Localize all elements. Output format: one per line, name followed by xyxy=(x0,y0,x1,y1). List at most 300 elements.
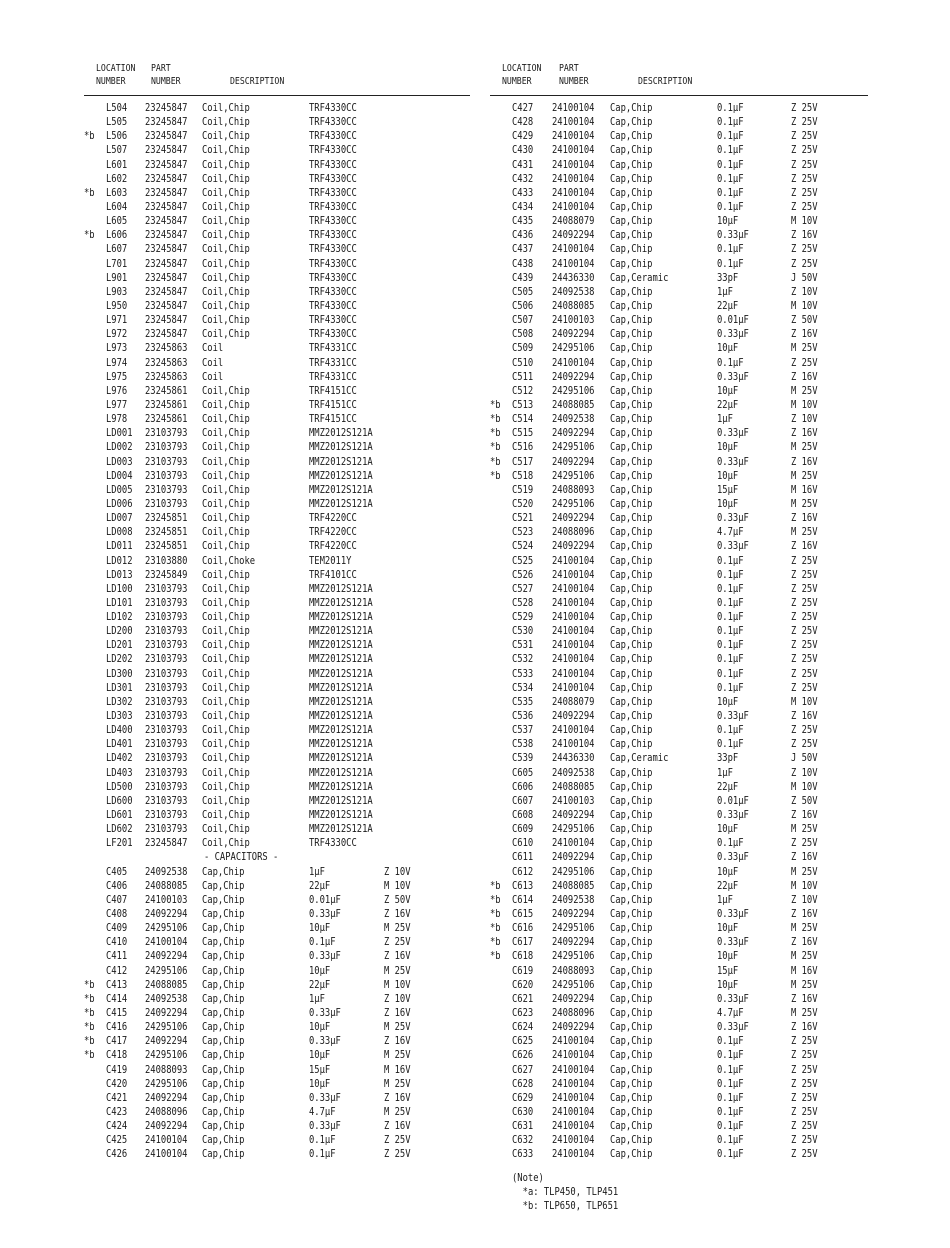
part-number-cell: 24100104 xyxy=(552,144,595,157)
value-cell: 10μF xyxy=(717,469,739,482)
part-number-cell: 24436330 xyxy=(552,752,595,765)
value-cell: 0.33μF xyxy=(717,936,749,949)
part-number-cell: 23245851 xyxy=(145,540,188,553)
location-number-cell: LD500 xyxy=(106,780,133,793)
location-number-cell: LD002 xyxy=(106,441,133,454)
value-cell: 10μF xyxy=(717,865,739,878)
description-cell: Coil,Chip xyxy=(202,794,250,807)
location-number-cell: C616 xyxy=(512,922,534,935)
description-cell: Coil,Chip xyxy=(202,540,250,553)
value-cell: 0.33μF xyxy=(309,1035,341,1048)
tolerance-rating-cell: M 10V xyxy=(791,780,818,793)
value-cell: 10μF xyxy=(717,695,739,708)
description-cell: Cap,Chip xyxy=(202,992,245,1005)
table-row xyxy=(84,808,470,822)
table-row xyxy=(84,186,470,200)
tolerance-rating-cell: Z 25V xyxy=(791,130,818,143)
value-cell: TRF4330CC xyxy=(309,130,357,143)
tolerance-rating-cell: M 10V xyxy=(791,879,818,892)
table-row xyxy=(490,638,868,652)
value-cell: 0.1μF xyxy=(717,625,744,638)
part-number-cell: 24092538 xyxy=(552,893,595,906)
part-number-cell: 24100104 xyxy=(552,1120,595,1133)
location-number-cell: C426 xyxy=(106,1148,128,1161)
location-number-cell: L603 xyxy=(106,186,128,199)
description-cell: Cap,Chip xyxy=(610,738,653,751)
description-cell: Cap,Chip xyxy=(610,1105,653,1118)
value-cell: 0.1μF xyxy=(717,667,744,680)
table-row xyxy=(84,1091,470,1105)
location-number-cell: C430 xyxy=(512,144,534,157)
description-cell: Cap,Chip xyxy=(610,639,653,652)
location-number-cell: C427 xyxy=(512,102,534,114)
table-row xyxy=(84,285,470,299)
tolerance-rating-cell: J 50V xyxy=(791,752,818,765)
description-cell: Coil,Chip xyxy=(202,823,250,836)
description-cell: Cap,Chip xyxy=(610,766,653,779)
part-number-cell: 23103793 xyxy=(145,611,188,624)
model-mark-cell: *b xyxy=(490,441,501,454)
table-row xyxy=(490,1077,868,1091)
value-cell: TRF4330CC xyxy=(309,102,357,114)
value-cell: 1μF xyxy=(717,285,733,298)
value-cell: 0.33μF xyxy=(309,908,341,921)
tolerance-rating-cell: Z 16V xyxy=(791,1021,818,1034)
value-cell: 0.1μF xyxy=(717,116,744,129)
tolerance-rating-cell: Z 25V xyxy=(791,1035,818,1048)
description-cell: Cap,Chip xyxy=(610,780,653,793)
description-cell: Coil,Chip xyxy=(202,738,250,751)
description-cell: Cap,Chip xyxy=(610,596,653,609)
location-number-cell: C615 xyxy=(512,908,534,921)
table-row xyxy=(490,1034,868,1048)
tolerance-rating-cell: Z 25V xyxy=(791,1077,818,1090)
part-number-cell: 24100104 xyxy=(552,1148,595,1161)
table-row xyxy=(490,935,868,949)
part-number-cell: 24092294 xyxy=(145,1035,188,1048)
part-number-cell: 24100104 xyxy=(552,738,595,751)
location-number-cell: L701 xyxy=(106,257,128,270)
tolerance-rating-cell: Z 16V xyxy=(791,455,818,468)
part-number-cell: 24092294 xyxy=(145,1120,188,1133)
tolerance-rating-cell: Z 16V xyxy=(791,370,818,383)
value-cell: TRF4330CC xyxy=(309,215,357,228)
location-number-cell: C632 xyxy=(512,1134,534,1147)
model-mark-cell: *b xyxy=(84,1049,95,1062)
part-number-cell: 24088079 xyxy=(552,695,595,708)
tolerance-rating-cell: Z 16V xyxy=(791,229,818,242)
description-cell: Cap,Chip xyxy=(610,455,653,468)
location-number-cell: C524 xyxy=(512,540,534,553)
value-cell: 0.1μF xyxy=(717,596,744,609)
location-number-header: LOCATION NUMBER xyxy=(96,63,136,87)
tolerance-rating-cell: Z 25V xyxy=(791,243,818,256)
part-number-cell: 24295106 xyxy=(552,950,595,963)
value-cell: MMZ2012S121A xyxy=(309,653,373,666)
location-number-cell: C511 xyxy=(512,370,534,383)
part-number-cell: 24092294 xyxy=(552,455,595,468)
part-number-cell: 24092294 xyxy=(145,1007,188,1019)
description-cell: Cap,Chip xyxy=(610,851,653,864)
part-number-cell: 23103793 xyxy=(145,766,188,779)
description-cell: Coil,Chip xyxy=(202,752,250,765)
table-row xyxy=(84,1063,470,1077)
part-number-cell: 24100104 xyxy=(552,243,595,256)
description-cell: Coil,Chip xyxy=(202,724,250,737)
value-cell: MMZ2012S121A xyxy=(309,710,373,723)
tolerance-rating-cell: Z 25V xyxy=(791,356,818,369)
part-number-cell: 24295106 xyxy=(145,1021,188,1034)
location-number-cell: C434 xyxy=(512,200,534,213)
description-cell: Coil,Chip xyxy=(202,639,250,652)
location-number-cell: C630 xyxy=(512,1105,534,1118)
table-row xyxy=(490,426,868,440)
table-row xyxy=(84,921,470,935)
description-cell: Coil,Chip xyxy=(202,625,250,638)
value-cell: 0.1μF xyxy=(717,1134,744,1147)
table-row xyxy=(84,624,470,638)
location-number-cell: C407 xyxy=(106,893,128,906)
value-cell: 0.33μF xyxy=(717,540,749,553)
table-row xyxy=(490,964,868,978)
value-cell: 4.7μF xyxy=(717,526,744,539)
note-line-b: *b: TLP650, TLP651 xyxy=(522,1200,619,1212)
part-number-cell: 24100104 xyxy=(552,116,595,129)
description-cell: Cap,Chip xyxy=(610,1063,653,1076)
model-mark-cell: *b xyxy=(490,922,501,935)
location-number-cell: C435 xyxy=(512,215,534,228)
table-row xyxy=(84,327,470,341)
part-number-cell: 24100104 xyxy=(552,554,595,567)
table-row xyxy=(490,822,868,836)
part-number-cell: 23103793 xyxy=(145,427,188,440)
tolerance-rating-cell: Z 10V xyxy=(384,992,411,1005)
table-row xyxy=(490,384,868,398)
description-cell: Coil,Chip xyxy=(202,497,250,510)
tolerance-rating-cell: Z 50V xyxy=(791,794,818,807)
tolerance-rating-cell: Z 25V xyxy=(791,102,818,114)
section-heading xyxy=(84,850,470,864)
location-number-cell: C419 xyxy=(106,1063,128,1076)
description-cell: Cap,Chip xyxy=(202,879,245,892)
location-number-cell: LD011 xyxy=(106,540,133,553)
location-number-cell: C525 xyxy=(512,554,534,567)
tolerance-rating-cell: M 16V xyxy=(384,1063,411,1076)
value-cell: 10μF xyxy=(309,1077,331,1090)
value-cell: 0.01μF xyxy=(717,314,749,327)
left-parts-table xyxy=(84,101,470,1162)
description-cell: Coil,Chip xyxy=(202,780,250,793)
part-number-cell: 24100104 xyxy=(552,681,595,694)
tolerance-rating-cell: M 10V xyxy=(791,398,818,411)
location-number-cell: C606 xyxy=(512,780,534,793)
tolerance-rating-cell: M 25V xyxy=(791,922,818,935)
part-number-cell: 24100104 xyxy=(552,1077,595,1090)
part-number-cell: 24295106 xyxy=(552,497,595,510)
location-number-cell: C414 xyxy=(106,992,128,1005)
value-cell: 0.1μF xyxy=(717,1049,744,1062)
table-row xyxy=(84,667,470,681)
description-cell: Cap,Chip xyxy=(610,908,653,921)
description-cell: Cap,Chip xyxy=(610,936,653,949)
table-row xyxy=(84,455,470,469)
value-cell: 22μF xyxy=(717,879,739,892)
tolerance-rating-cell: M 25V xyxy=(384,1077,411,1090)
location-number-cell: L978 xyxy=(106,413,128,426)
tolerance-rating-cell: Z 16V xyxy=(791,809,818,822)
part-number-cell: 24092294 xyxy=(552,370,595,383)
location-number-cell: C531 xyxy=(512,639,534,652)
location-number-cell: C424 xyxy=(106,1120,128,1133)
model-mark-cell: *b xyxy=(84,1035,95,1048)
table-row xyxy=(84,794,470,808)
part-number-cell: 23245847 xyxy=(145,215,188,228)
value-cell: MMZ2012S121A xyxy=(309,625,373,638)
location-number-cell: C512 xyxy=(512,384,534,397)
location-number-cell: C620 xyxy=(512,978,534,991)
table-row xyxy=(490,709,868,723)
location-number-cell: C528 xyxy=(512,596,534,609)
tolerance-rating-cell: Z 25V xyxy=(791,568,818,581)
value-cell: 0.1μF xyxy=(717,130,744,143)
value-cell: 0.1μF xyxy=(717,1120,744,1133)
description-cell: Coil,Chip xyxy=(202,695,250,708)
part-number-cell: 23245861 xyxy=(145,384,188,397)
table-row xyxy=(84,1048,470,1062)
table-row xyxy=(84,497,470,511)
value-cell: TRF4331CC xyxy=(309,370,357,383)
value-cell: 0.1μF xyxy=(717,144,744,157)
location-number-cell: LD101 xyxy=(106,596,133,609)
value-cell: MMZ2012S121A xyxy=(309,582,373,595)
description-cell: Cap,Chip xyxy=(610,483,653,496)
table-row xyxy=(490,539,868,553)
table-row xyxy=(490,101,868,115)
location-number-cell: C633 xyxy=(512,1148,534,1161)
table-row xyxy=(490,568,868,582)
value-cell: 0.1μF xyxy=(717,158,744,171)
location-number-cell: LD102 xyxy=(106,611,133,624)
value-cell: MMZ2012S121A xyxy=(309,809,373,822)
description-cell: Cap,Chip xyxy=(610,1134,653,1147)
part-number-cell: 24092294 xyxy=(552,328,595,341)
tolerance-rating-cell: Z 25V xyxy=(791,257,818,270)
table-row xyxy=(490,115,868,129)
location-number-cell: LD300 xyxy=(106,667,133,680)
table-row xyxy=(84,681,470,695)
description-cell: Cap,Chip xyxy=(610,879,653,892)
value-cell: TRF4330CC xyxy=(309,328,357,341)
location-number-cell: LD302 xyxy=(106,695,133,708)
location-number-cell: C623 xyxy=(512,1007,534,1019)
part-number-cell: 23245851 xyxy=(145,526,188,539)
part-number-cell: 23103793 xyxy=(145,780,188,793)
location-number-cell: C428 xyxy=(512,116,534,129)
table-row xyxy=(490,794,868,808)
tolerance-rating-cell: Z 16V xyxy=(791,512,818,525)
value-cell: 0.1μF xyxy=(717,1077,744,1090)
location-number-cell: C611 xyxy=(512,851,534,864)
description-cell: Coil,Chip xyxy=(202,809,250,822)
description-cell: Cap,Chip xyxy=(610,978,653,991)
location-number-cell: L976 xyxy=(106,384,128,397)
table-row xyxy=(84,751,470,765)
part-number-cell: 24092294 xyxy=(552,710,595,723)
description-cell: Cap,Chip xyxy=(610,512,653,525)
table-row xyxy=(84,525,470,539)
part-number-cell: 24092294 xyxy=(145,950,188,963)
part-number-cell: 24295106 xyxy=(552,865,595,878)
location-number-cell: C515 xyxy=(512,427,534,440)
location-number-cell: LD602 xyxy=(106,823,133,836)
table-row xyxy=(490,200,868,214)
tolerance-rating-cell: M 25V xyxy=(791,384,818,397)
part-number-cell: 24092294 xyxy=(145,908,188,921)
location-number-cell: LD402 xyxy=(106,752,133,765)
description-cell: Cap,Chip xyxy=(202,893,245,906)
table-row xyxy=(84,737,470,751)
description-cell: Cap,Chip xyxy=(202,1091,245,1104)
location-number-cell: C439 xyxy=(512,271,534,284)
description-cell: Coil,Chip xyxy=(202,200,250,213)
description-cell: Cap,Chip xyxy=(202,1063,245,1076)
table-row xyxy=(490,737,868,751)
location-number-cell: C613 xyxy=(512,879,534,892)
model-mark-cell: *b xyxy=(490,879,501,892)
value-cell: 0.1μF xyxy=(717,554,744,567)
description-cell: Cap,Chip xyxy=(610,186,653,199)
value-cell: 15μF xyxy=(717,964,739,977)
tolerance-rating-cell: Z 50V xyxy=(384,893,411,906)
table-row xyxy=(84,568,470,582)
part-number-cell: 23245849 xyxy=(145,568,188,581)
model-mark-cell: *b xyxy=(84,130,95,143)
table-row xyxy=(84,610,470,624)
table-row xyxy=(490,356,868,370)
tolerance-rating-cell: Z 25V xyxy=(791,158,818,171)
location-number-cell: C514 xyxy=(512,413,534,426)
part-number-cell: 24100104 xyxy=(552,568,595,581)
part-number-cell: 23103793 xyxy=(145,710,188,723)
description-cell: Coil,Chip xyxy=(202,271,250,284)
location-number-cell: LD403 xyxy=(106,766,133,779)
description-cell: Cap,Chip xyxy=(202,908,245,921)
part-number-cell: 24100104 xyxy=(552,158,595,171)
value-cell: 0.33μF xyxy=(717,992,749,1005)
part-number-cell: 24100103 xyxy=(145,893,188,906)
part-number-cell: 24100104 xyxy=(552,257,595,270)
location-number-cell: LD201 xyxy=(106,639,133,652)
value-cell: 0.1μF xyxy=(717,568,744,581)
description-cell: Cap,Chip xyxy=(610,540,653,553)
part-number-cell: 24295106 xyxy=(552,469,595,482)
table-row xyxy=(84,1147,470,1161)
location-number-cell: C631 xyxy=(512,1120,534,1133)
table-row xyxy=(490,992,868,1006)
location-number-cell: C412 xyxy=(106,964,128,977)
part-number-cell: 24092294 xyxy=(552,936,595,949)
tolerance-rating-cell: M 10V xyxy=(384,879,411,892)
description-cell: Coil,Chip xyxy=(202,130,250,143)
description-cell: Coil,Chip xyxy=(202,837,250,850)
table-row xyxy=(490,978,868,992)
part-number-cell: 24088085 xyxy=(552,879,595,892)
location-number-cell: C416 xyxy=(106,1021,128,1034)
description-cell: Cap,Chip xyxy=(610,398,653,411)
tolerance-rating-cell: Z 10V xyxy=(791,893,818,906)
part-number-cell: 23245847 xyxy=(145,837,188,850)
description-cell: Cap,Chip xyxy=(202,1049,245,1062)
value-cell: 1μF xyxy=(717,766,733,779)
model-mark-cell: *b xyxy=(490,950,501,963)
table-row xyxy=(490,228,868,242)
table-row xyxy=(84,1020,470,1034)
location-number-cell: C513 xyxy=(512,398,534,411)
value-cell: 10μF xyxy=(717,342,739,355)
tolerance-rating-cell: Z 25V xyxy=(791,596,818,609)
location-number-cell: C517 xyxy=(512,455,534,468)
description-cell: Cap,Chip xyxy=(610,950,653,963)
part-number-cell: 24100104 xyxy=(552,186,595,199)
table-row xyxy=(84,271,470,285)
location-number-cell: C628 xyxy=(512,1077,534,1090)
value-cell: 0.33μF xyxy=(309,950,341,963)
location-number-cell: C431 xyxy=(512,158,534,171)
value-cell: 0.1μF xyxy=(717,724,744,737)
description-cell: Coil,Chip xyxy=(202,667,250,680)
table-row xyxy=(84,440,470,454)
part-number-cell: 23103793 xyxy=(145,596,188,609)
location-number-cell: L507 xyxy=(106,144,128,157)
part-number-cell: 24100104 xyxy=(552,1105,595,1118)
part-number-cell: 24088096 xyxy=(552,1007,595,1019)
value-cell: MMZ2012S121A xyxy=(309,441,373,454)
part-number-header: PART NUMBER xyxy=(151,63,181,87)
table-row xyxy=(490,341,868,355)
description-cell: Cap,Chip xyxy=(610,229,653,242)
table-row xyxy=(84,313,470,327)
description-cell: Coil xyxy=(202,370,224,383)
description-cell: Cap,Chip xyxy=(610,200,653,213)
tolerance-rating-cell: Z 25V xyxy=(791,172,818,185)
table-row xyxy=(84,638,470,652)
tolerance-rating-cell: M 25V xyxy=(384,964,411,977)
location-number-cell: C521 xyxy=(512,512,534,525)
description-cell: Cap,Chip xyxy=(610,611,653,624)
value-cell: 0.1μF xyxy=(309,1134,336,1147)
value-cell: MMZ2012S121A xyxy=(309,695,373,708)
location-number-cell: C609 xyxy=(512,823,534,836)
table-row xyxy=(84,242,470,256)
description-cell: Cap,Chip xyxy=(610,314,653,327)
description-cell: Coil,Chip xyxy=(202,314,250,327)
location-number-cell: C417 xyxy=(106,1035,128,1048)
table-row xyxy=(490,921,868,935)
location-number-cell: C627 xyxy=(512,1063,534,1076)
description-cell: Cap,Chip xyxy=(610,215,653,228)
value-cell: 22μF xyxy=(309,978,331,991)
table-row xyxy=(490,398,868,412)
part-number-cell: 24100104 xyxy=(145,1148,188,1161)
tolerance-rating-cell: Z 25V xyxy=(791,1049,818,1062)
part-number-cell: 24088093 xyxy=(552,483,595,496)
tolerance-rating-cell: M 25V xyxy=(791,497,818,510)
description-cell: Cap,Chip xyxy=(610,342,653,355)
tolerance-rating-cell: Z 25V xyxy=(384,1134,411,1147)
location-number-cell: L974 xyxy=(106,356,128,369)
value-cell: 0.33μF xyxy=(717,328,749,341)
location-number-cell: C406 xyxy=(106,879,128,892)
